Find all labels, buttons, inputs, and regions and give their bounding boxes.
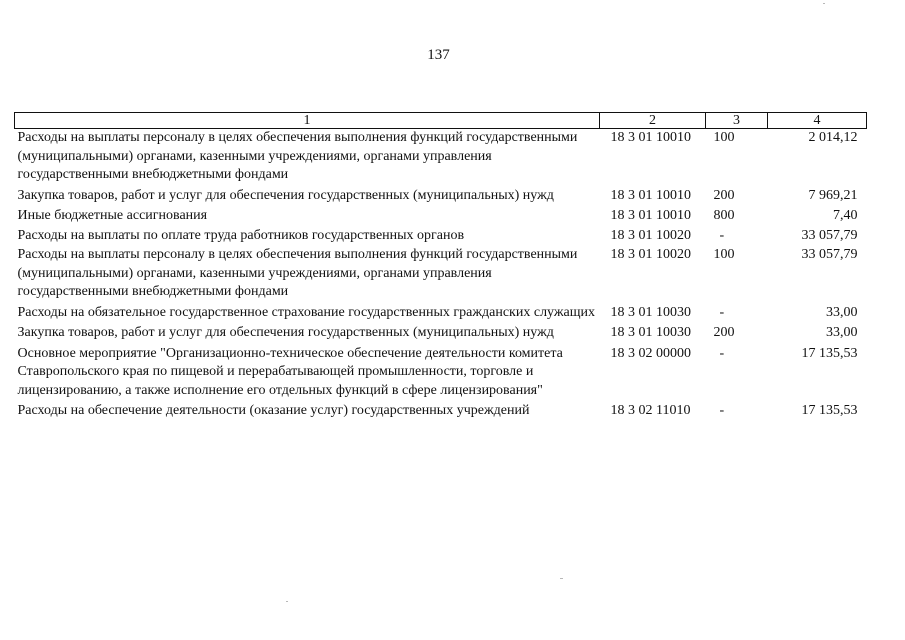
row-amount: 33 057,79: [801, 227, 858, 243]
row-code: 18 3 01 10020: [610, 227, 691, 243]
row-type: 800: [713, 208, 735, 223]
table-header-row: [15, 113, 867, 129]
column-header-4: 4: [768, 113, 867, 129]
table-row: [15, 207, 867, 227]
row-code: 18 3 02 00000: [610, 345, 691, 361]
scan-speck: [560, 578, 563, 579]
row-type: 100: [713, 247, 735, 262]
budget-table: [14, 112, 867, 422]
table-row: [15, 304, 867, 325]
row-amount: 17 135,53: [801, 403, 858, 418]
row-description: Основное мероприятие "Организационно-техническое обеспечение деятельности комитета Ставропольского края по пищевой и перерабатывающей промышленности, торговле и лицензированию, а также исполнение его отдельных функций в сфере лицензирования": [17, 345, 563, 398]
row-description: Закупка товаров, работ и услуг для обеспечения государственных (муниципальных) нужд: [17, 187, 554, 203]
row-code: 18 3 01 10010: [610, 130, 691, 145]
table-row: [15, 324, 867, 345]
row-amount: 7,40: [833, 208, 858, 223]
row-type: -: [719, 345, 725, 361]
row-type: -: [719, 403, 725, 418]
row-code: 18 3 01 10010: [610, 208, 691, 223]
table-row: [15, 246, 867, 304]
row-description: Иные бюджетные ассигнования: [17, 208, 208, 223]
row-description: Расходы на выплаты по оплате труда работников государственных органов: [17, 227, 465, 243]
row-code: 18 3 01 10010: [610, 187, 691, 203]
row-description: Расходы на выплаты персоналу в целях обеспечения выполнения функций государственными (муниципальными) органами, казенными учреждениями, органами управления государственными внебюджетными фондами: [17, 130, 578, 182]
table-row: [15, 402, 867, 422]
table-row: [15, 187, 867, 208]
row-code: 18 3 01 10020: [610, 247, 691, 262]
row-amount: 33,00: [826, 325, 858, 340]
column-header-2: 2: [600, 113, 706, 129]
scan-speck: [286, 601, 288, 602]
row-amount: 33,00: [826, 304, 858, 320]
row-amount: 33 057,79: [801, 247, 858, 262]
row-code: 18 3 02 11010: [610, 403, 691, 418]
row-amount: 2 014,12: [808, 130, 858, 145]
row-amount: 17 135,53: [801, 345, 858, 361]
row-code: 18 3 01 10030: [610, 304, 691, 320]
row-description: Закупка товаров, работ и услуг для обеспечения государственных (муниципальных) нужд: [17, 325, 554, 340]
row-description: Расходы на обязательное государственное страхование государственных гражданских служащих: [17, 304, 596, 320]
row-type: 200: [713, 187, 735, 203]
row-type: 200: [713, 325, 735, 340]
row-code: 18 3 01 10030: [610, 325, 691, 340]
table-row: [15, 129, 867, 187]
row-description: Расходы на выплаты персоналу в целях обеспечения выполнения функций государственными (муниципальными) органами, казенными учреждениями, органами управления государственными внебюджетными фондами: [17, 247, 578, 299]
column-header-1: 1: [15, 113, 600, 129]
column-header-3: 3: [706, 113, 768, 129]
row-type: -: [719, 304, 725, 320]
row-description: Расходы на обеспечение деятельности (оказание услуг) государственных учреждений: [17, 403, 530, 418]
row-type: 100: [713, 130, 735, 145]
scan-speck: [823, 3, 825, 4]
page-number: 137: [427, 47, 450, 63]
table-row: [15, 345, 867, 403]
row-amount: 7 969,21: [808, 187, 858, 203]
row-type: -: [719, 227, 725, 243]
table-row: [15, 227, 867, 247]
